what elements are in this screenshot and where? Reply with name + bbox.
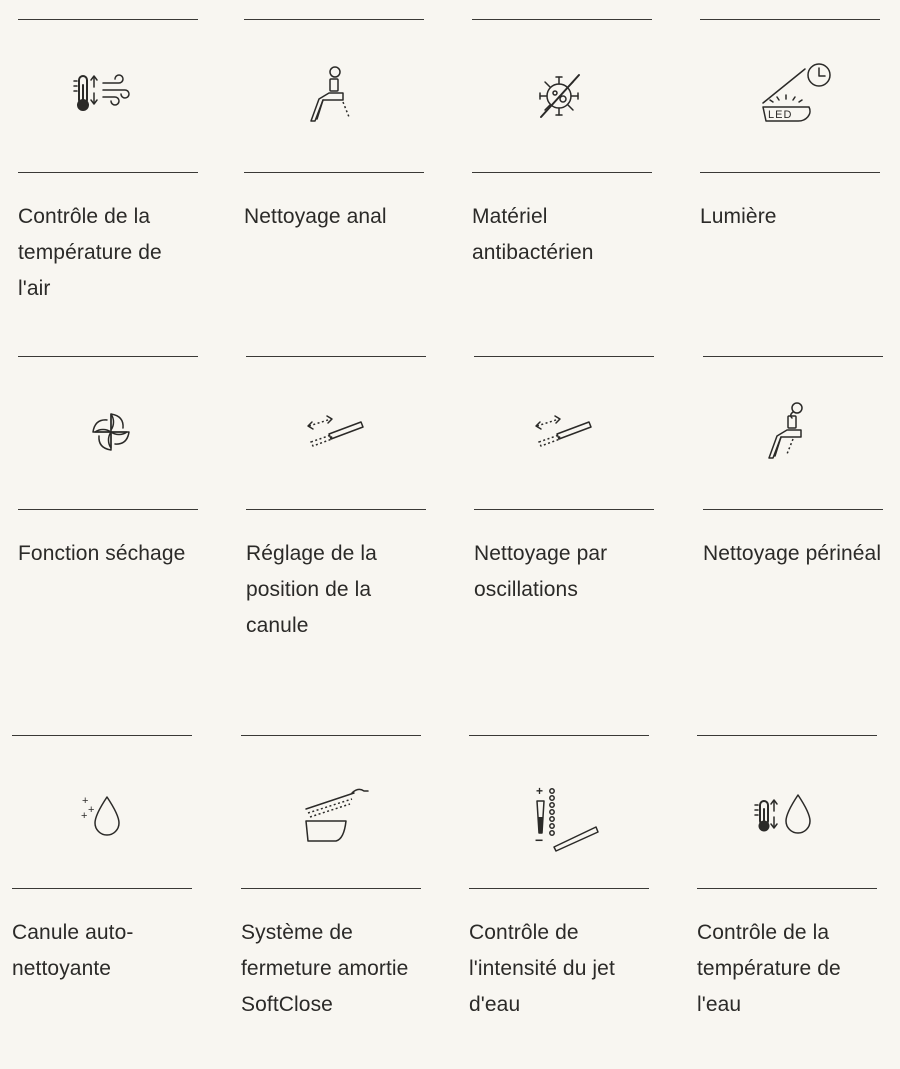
feature-label: Nettoyage par oscillations (474, 542, 608, 601)
divider (474, 356, 654, 357)
feature-label: Matériel antibactérien (472, 205, 594, 264)
divider (244, 19, 424, 20)
divider (12, 735, 192, 736)
divider (18, 172, 198, 173)
divider (474, 509, 654, 510)
svg-text:+: + (81, 810, 88, 822)
divider (241, 888, 421, 889)
divider (244, 172, 424, 173)
divider (241, 735, 421, 736)
divider (469, 888, 649, 889)
divider (697, 735, 877, 736)
self-cleaning-nozzle-icon (12, 756, 192, 866)
divider (18, 356, 198, 357)
oscillation-icon (474, 377, 654, 487)
divider (700, 19, 880, 20)
feature-label: Nettoyage anal (244, 205, 387, 228)
feature-label: Système de fermeture amortie SoftClose (241, 921, 409, 1016)
svg-text:+: + (536, 784, 544, 798)
svg-text:+: + (82, 795, 89, 807)
drying-fan-icon (18, 377, 198, 487)
svg-text:−: − (535, 832, 544, 848)
feature-label: Fonction séchage (18, 542, 186, 565)
svg-text:LED: LED (768, 109, 793, 121)
divider (697, 888, 877, 889)
led-light-icon (700, 40, 880, 150)
svg-text:+: + (88, 804, 95, 816)
divider (703, 509, 883, 510)
divider (12, 888, 192, 889)
divider (700, 172, 880, 173)
anal-cleaning-icon (244, 40, 424, 150)
feature-label: Contrôle de la température de l'air (18, 205, 162, 300)
feature-label: Canule auto-nettoyante (12, 921, 134, 980)
feature-label: Contrôle de la température de l'eau (697, 921, 841, 1016)
softclose-lid-icon (241, 756, 421, 866)
feature-label: Réglage de la position de la canule (246, 542, 377, 637)
divider (246, 509, 426, 510)
divider (472, 19, 652, 20)
feature-label: Lumière (700, 205, 777, 228)
feature-label: Nettoyage périnéal (703, 542, 882, 565)
divider (18, 19, 198, 20)
water-jet-intensity-icon (469, 756, 649, 866)
air-temperature-icon (18, 40, 198, 150)
nozzle-position-icon (246, 377, 426, 487)
antibacterial-icon (472, 40, 652, 150)
feature-label: Contrôle de l'intensité du jet d'eau (469, 921, 615, 1016)
divider (703, 356, 883, 357)
divider (18, 509, 198, 510)
divider (246, 356, 426, 357)
water-temperature-icon (697, 756, 877, 866)
perineal-cleaning-icon (703, 377, 883, 487)
divider (472, 172, 652, 173)
divider (469, 735, 649, 736)
